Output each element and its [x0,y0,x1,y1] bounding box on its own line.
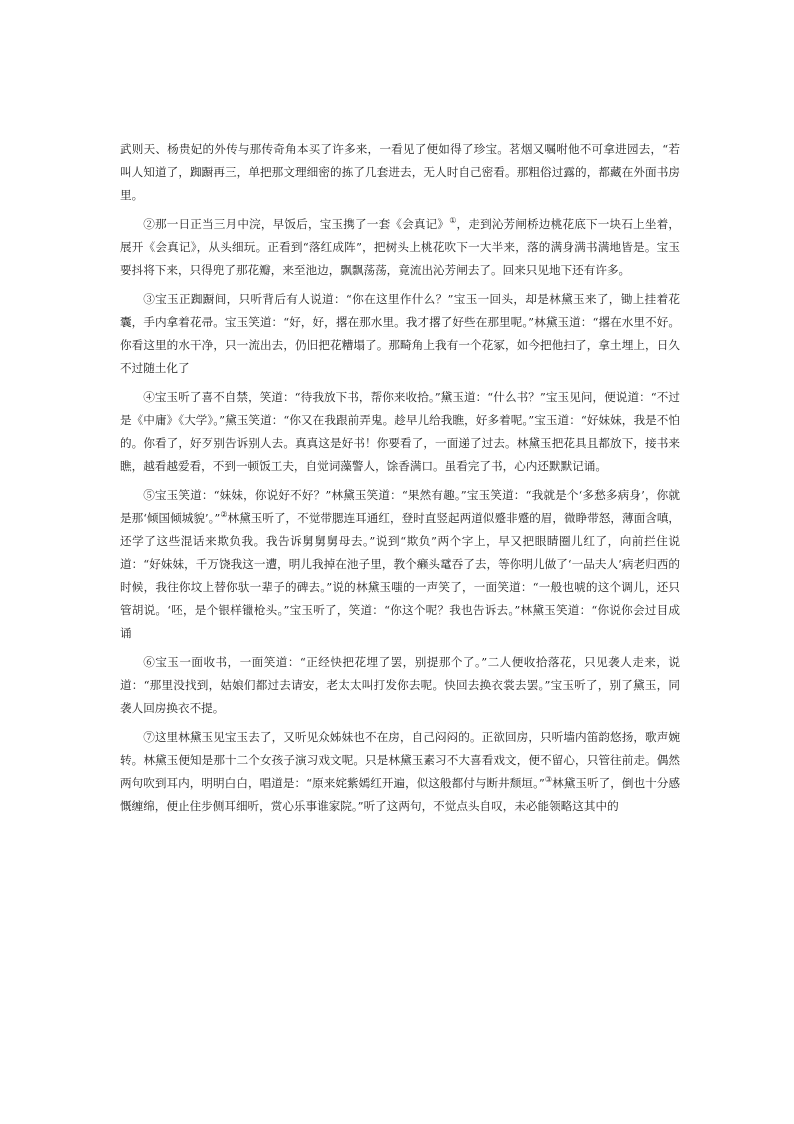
paragraph-text: ⑦这里林黛玉见宝玉去了，又听见众姊妹也不在房，自己闷闷的。正欲回房，只听墙内笛韵悠扬，歌声婉转。林黛玉便知是那十二个女孩子演习戏文呢。只是林黛玉素习不大喜看戏文，便不留心，只管往前走。偶然两句吹到耳内，明明白白，唱道是：“原来姹紫嫣红开遍，似这般都付与断井颓垣。” [120,730,680,790]
document-body [120,138,680,824]
paragraph-4 [120,386,680,478]
paragraph-text: 林黛玉听了，不觉带腮连耳通红，登时直竖起两道似蹙非蹙的眉，微睁带怒，薄面含嗔，还学了这些混话来欺负我。我告诉舅舅舅母去。”说到“欺负”两个字上，早又把眼睛圈儿红了，向前拦住说道：“好妹妹，千万饶我这一遭，明儿我掉在池子里，教个癞头鼋吞了去，等你明儿做了‘一品夫人’病老归西的时候，我往你坟上替你驮一辈子的碑去。”说的林黛玉嗤的一声笑了，一面笑道：“一般也唬的这个调儿，还只管胡说。‘呸，是个银样镴枪头。”宝玉听了，笑道：“你这个呢？我也告诉去。”林黛玉笑道：“你说你会过目成诵 [120,511,681,640]
paragraph-3 [120,288,680,380]
paragraph-text: ③宝玉正踟蹰间，只听背后有人说道：“你在这里作什么？”宝玉一回头，却是林黛玉来了，锄上挂着花囊，手内拿着花帚。宝玉笑道：“好，好，撂在那水里。我才撂了好些在那里呢。”林黛玉道：“撂在水里不好。你看这里的水干净，只一流出去，仍旧把花糟塌了。那畸角上我有一个花冢，如今把他扫了，拿土埋上，日久不过随土化了 [120,292,680,375]
paragraph-text: 林黛玉听了，倒也十分感慨缠绵，便止住步侧耳细听，赏心乐事谁家院。”听了这两句，不觉点头自叹，未必能领略这其中的 [120,776,680,813]
footnote-marker: ② [220,510,228,520]
paragraph-2 [120,213,680,282]
paragraph-text: ⑥宝玉一面收书，一面笑道：“正经快把花埋了罢，别提那个了。”二人便收拾落花，只见袭人走来，说道：“那里没找到，姑娘们都过去请安，老太太叫打发你去呢。快回去换衣裳去罢。”宝玉听了，别了黛玉，同袭人回房换衣不提。 [120,655,680,715]
paragraph-text: ，走到沁芳闸桥边桃花底下一块石上坐着，展开《会真记》，从头细玩。正看到“落红成阵”，把树头上桃花吹下一大半来，落的满身满书满地皆是。宝玉要抖将下来，只得兜了那花瓣，来至池边，飘飘荡荡，竟流出沁芳闸去了。回来只见地下还有许多。 [120,217,680,277]
footnote-marker: ① [449,216,457,226]
paragraph-text: 武则天、杨贵妃的外传与那传奇角本买了许多来，一看见了便如得了珍宝。茗烟又嘱咐他不可拿进园去，“若叫人知道了，踟蹰再三，单把那文理细密的拣了几套进去，无人时自己密看。那粗俗过露的，都藏在外面书房里。 [120,142,680,202]
paragraph-text: ②那一日正当三月中浣，早饭后，宝玉携了一套《会真记》 [143,217,450,231]
paragraph-7 [120,726,680,818]
paragraph-text: ⑤宝玉笑道：“妹妹，你说好不好？”林黛玉笑道：“果然有趣。”宝玉笑道：“我就是个‘多愁多病身’，你就是那‘倾国倾城貌’。” [120,488,680,525]
footnote-marker: ③ [544,775,553,785]
paragraph-continued [120,138,680,207]
paragraph-6 [120,651,680,720]
paragraph-text: ④宝玉听了喜不自禁，笑道：“待我放下书，帮你来收拾。”黛玉道：“什么书？”宝玉见问，便说道：“不过是《中庸》《大学》。”黛玉笑道：“你又在我跟前弄鬼。趁早儿给我瞧，好多着呢。”宝玉道：“好妹妹，我是不怕的。你看了，好歹别告诉别人去。真真这是好书！你要看了，一面递了过去。林黛玉把花具且都放下，接书来瞧，越看越爱看，不到一顿饭工夫，自觉词藻警人，馀香满口。虽看完了书，心内还默默记诵。 [120,390,680,473]
paragraph-5 [120,484,680,645]
